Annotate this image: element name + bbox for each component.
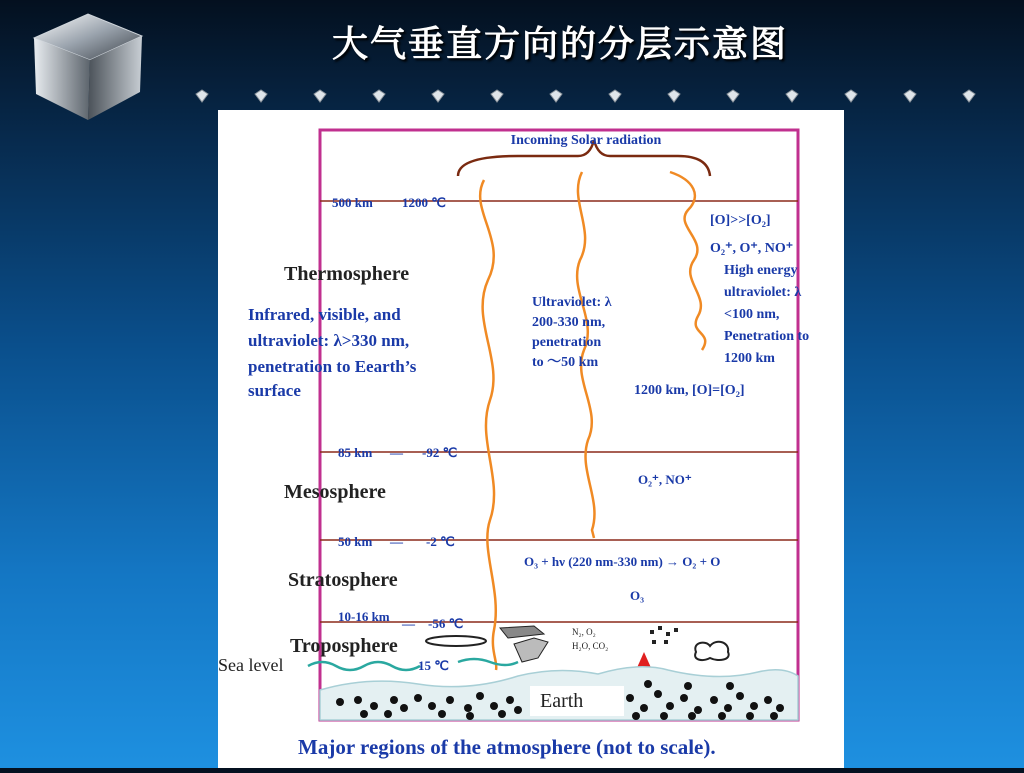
uv-line-1: Ultraviolet: λ — [532, 295, 612, 310]
temp-15: 15 ℃ — [418, 658, 449, 673]
bullet-row — [190, 86, 990, 108]
bullet-diamond-icon — [196, 90, 208, 102]
ozone-label: O₃ — [630, 588, 645, 603]
gases-line-1: N₂, O₂ — [572, 627, 596, 637]
alt-85: 85 km — [338, 445, 373, 460]
bullet-diamond-icon — [963, 90, 975, 102]
earth-label: Earth — [540, 690, 584, 712]
uv-line-3: penetration — [532, 335, 602, 350]
dash-tropo: — — [402, 616, 415, 631]
incoming-label: Incoming Solar radiation — [510, 133, 662, 148]
bullet-diamond-icon — [255, 90, 267, 102]
layer-thermosphere: Thermosphere — [284, 263, 410, 285]
alt-10-16: 10-16 km — [338, 609, 390, 624]
caption: Major regions of the atmosphere (not to scale). — [298, 735, 716, 759]
bullet-diamond-icon — [432, 90, 444, 102]
cloud-flat-icon — [426, 636, 486, 646]
cube-logo-icon — [26, 8, 150, 126]
factory-icon — [514, 638, 548, 662]
dash-85: — — [390, 445, 403, 460]
cloud-icon — [695, 642, 729, 660]
alt-500: 500 km — [332, 195, 373, 210]
temp-1200: 1200 ℃ — [402, 195, 446, 210]
temp-56: -56 ℃ — [428, 616, 464, 631]
atmosphere-diagram — [218, 110, 844, 768]
diagram-panel — [218, 110, 844, 768]
bullet-diamond-icon — [550, 90, 562, 102]
bullet-diamond-icon — [668, 90, 680, 102]
bullet-diamond-icon — [904, 90, 916, 102]
dash-50: — — [390, 534, 403, 549]
layer-stratosphere: Stratosphere — [288, 569, 398, 591]
bullet-diamond-icon — [491, 90, 503, 102]
layer-mesosphere: Mesosphere — [284, 481, 386, 503]
meso-ions-label: O₂⁺, NO⁺ — [638, 472, 692, 487]
sea-wave-2 — [458, 659, 518, 665]
alt-50: 50 km — [338, 534, 373, 549]
gases-line-2: H₂O, CO₂ — [572, 641, 609, 651]
infrared-line-2: ultraviolet: λ>330 nm, — [248, 331, 410, 350]
bullet-diamond-icon — [314, 90, 326, 102]
he-line-7: 1200 km — [724, 351, 775, 366]
ozone-reaction-label: O₃ + hν (220 nm-330 nm) → O₂ + O — [524, 554, 721, 569]
ray-infrared — [480, 180, 496, 670]
bullet-diamond-icon — [786, 90, 798, 102]
infrared-line-3: penetration to Eearth’s — [248, 357, 417, 376]
sea-wave — [308, 662, 420, 670]
temp-2: -2 ℃ — [426, 534, 455, 549]
page-title: 大气垂直方向的分层示意图 — [331, 24, 788, 65]
sea-level-label: Sea level — [218, 655, 284, 675]
he-line-1: [O]>>[O₂] — [710, 213, 771, 228]
temp-92: -92 ℃ — [422, 445, 458, 460]
he-line-3: High energy — [724, 263, 798, 278]
bullet-diamond-icon — [609, 90, 621, 102]
airplane-icon — [500, 626, 544, 638]
uv-line-4: to ～50 km — [532, 355, 599, 370]
o-equal-label: 1200 km, [O]=[O₂] — [634, 383, 745, 398]
infrared-line-1: Infrared, visible, and — [248, 305, 401, 324]
ray-high-energy — [670, 172, 705, 350]
layer-troposphere: Troposphere — [290, 635, 398, 657]
bullet-diamond-icon — [845, 90, 857, 102]
infrared-line-4: surface — [248, 381, 301, 400]
he-line-4: ultraviolet: λ — [724, 285, 802, 300]
he-line-5: <100 nm, — [724, 307, 780, 322]
he-line-6: Penetration to — [724, 329, 810, 344]
uv-line-2: 200-330 nm, — [532, 315, 606, 330]
bullet-diamond-icon — [727, 90, 739, 102]
he-line-2: O₂⁺, O⁺, NO⁺ — [710, 241, 794, 256]
bullet-diamond-icon — [373, 90, 385, 102]
particles-icon — [650, 626, 678, 644]
